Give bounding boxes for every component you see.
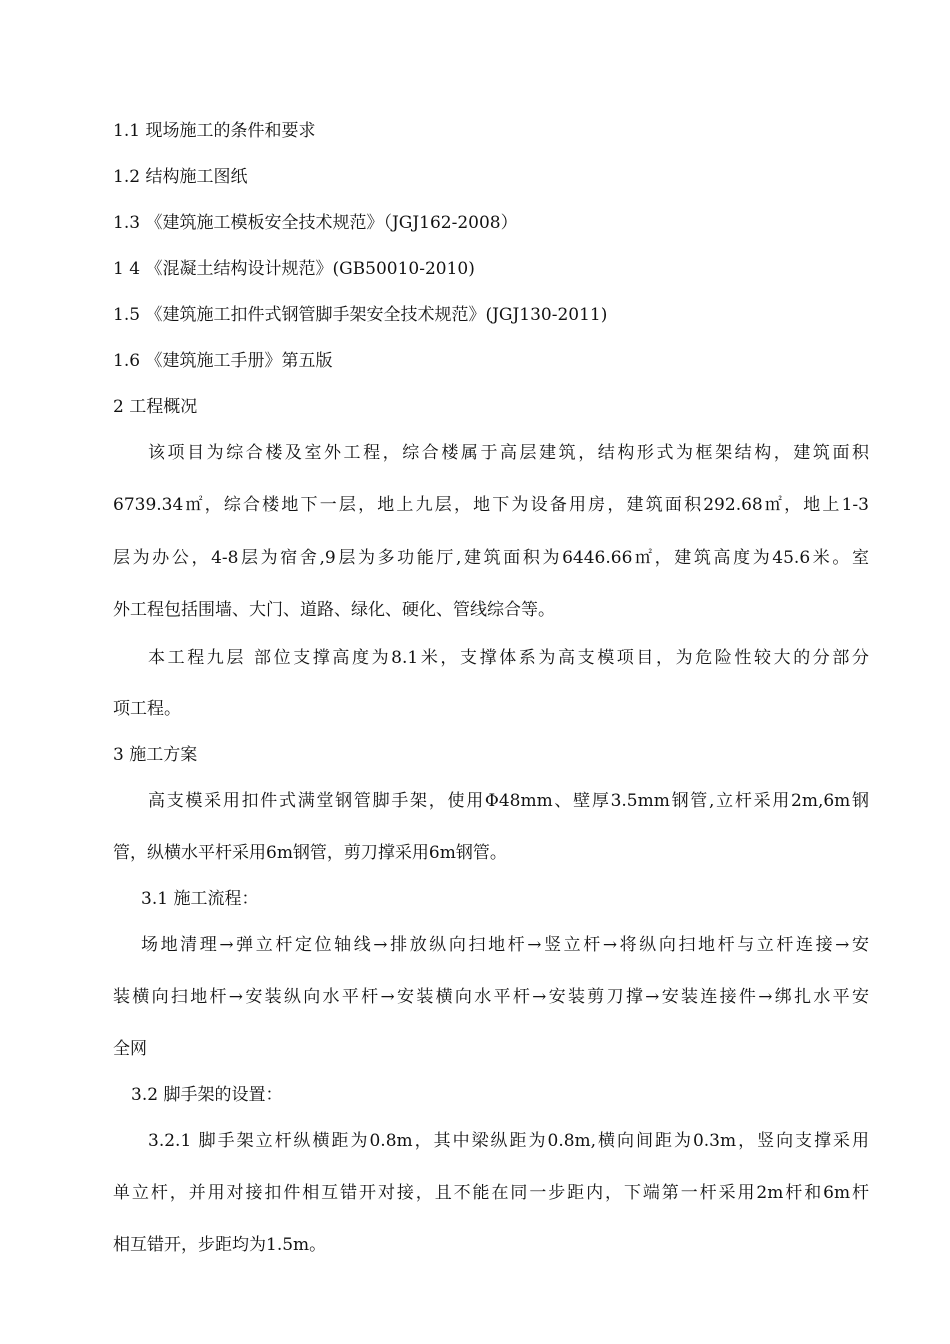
- ref-1-2: 1.2 结构施工图纸: [113, 167, 248, 187]
- paragraph-line: 装横向扫地杆→安装纵向水平杆→安装横向水平杆→安装剪刀撑→安装连接件→绑扎水平安: [113, 987, 869, 1007]
- paragraph-line: 3.2.1 脚手架立杆纵横距为0.8m，其中梁纵距为0.8m,横向间距为0.3m，竖向支撑采用: [148, 1131, 869, 1151]
- paragraph-line: 项工程。: [113, 699, 181, 719]
- section-2-heading: 2 工程概况: [113, 397, 198, 417]
- section-3-heading: 3 施工方案: [113, 745, 198, 765]
- ref-1-4: 1 4 《混凝土结构设计规范》(GB50010-2010): [113, 259, 475, 279]
- section-3-2-heading: 3.2 脚手架的设置：: [131, 1085, 283, 1105]
- ref-1-5: 1.5 《建筑施工扣件式钢管脚手架安全技术规范》(JGJ130-2011): [113, 305, 608, 325]
- paragraph-line: 6739.34㎡，综合楼地下一层，地上九层，地下为设备用房，建筑面积292.68㎡，地上1-3: [113, 495, 869, 515]
- paragraph-line: 管，纵横水平杆采用6m钢管，剪刀撑采用6m钢管。: [113, 843, 507, 863]
- ref-1-6: 1.6 《建筑施工手册》第五版: [113, 351, 333, 371]
- paragraph-line: 单立杆，并用对接扣件相互错开对接，且不能在同一步距内，下端第一杆采用2m杆和6m杆: [113, 1183, 869, 1203]
- paragraph-line: 相互错开，步距均为1.5m。: [113, 1235, 327, 1255]
- section-3-1-heading: 3.1 施工流程：: [141, 889, 259, 909]
- paragraph-line: 外工程包括围墙、大门、道路、绿化、硬化、管线综合等。: [113, 600, 555, 620]
- ref-1-3: 1.3 《建筑施工模板安全技术规范》（JGJ162-2008）: [113, 213, 518, 233]
- paragraph-line: 场地清理→弹立杆定位轴线→排放纵向扫地杆→竖立杆→将纵向扫地杆与立杆连接→安: [141, 935, 869, 955]
- paragraph-line: 本工程九层 部位支撑高度为8.1米，支撑体系为高支模项目，为危险性较大的分部分: [148, 648, 869, 668]
- paragraph-line: 该项目为综合楼及室外工程，综合楼属于高层建筑，结构形式为框架结构，建筑面积: [148, 443, 869, 463]
- paragraph-line: 全网: [113, 1039, 147, 1059]
- ref-1-1: 1.1 现场施工的条件和要求: [113, 121, 316, 141]
- paragraph-line: 层为办公，4-8层为宿舍,9层为多功能厅,建筑面积为6446.66㎡，建筑高度为45.6米。室: [113, 548, 869, 568]
- paragraph-line: 高支模采用扣件式满堂钢管脚手架，使用Φ48mm、壁厚3.5mm钢管,立杆采用2m,6m钢: [148, 791, 869, 811]
